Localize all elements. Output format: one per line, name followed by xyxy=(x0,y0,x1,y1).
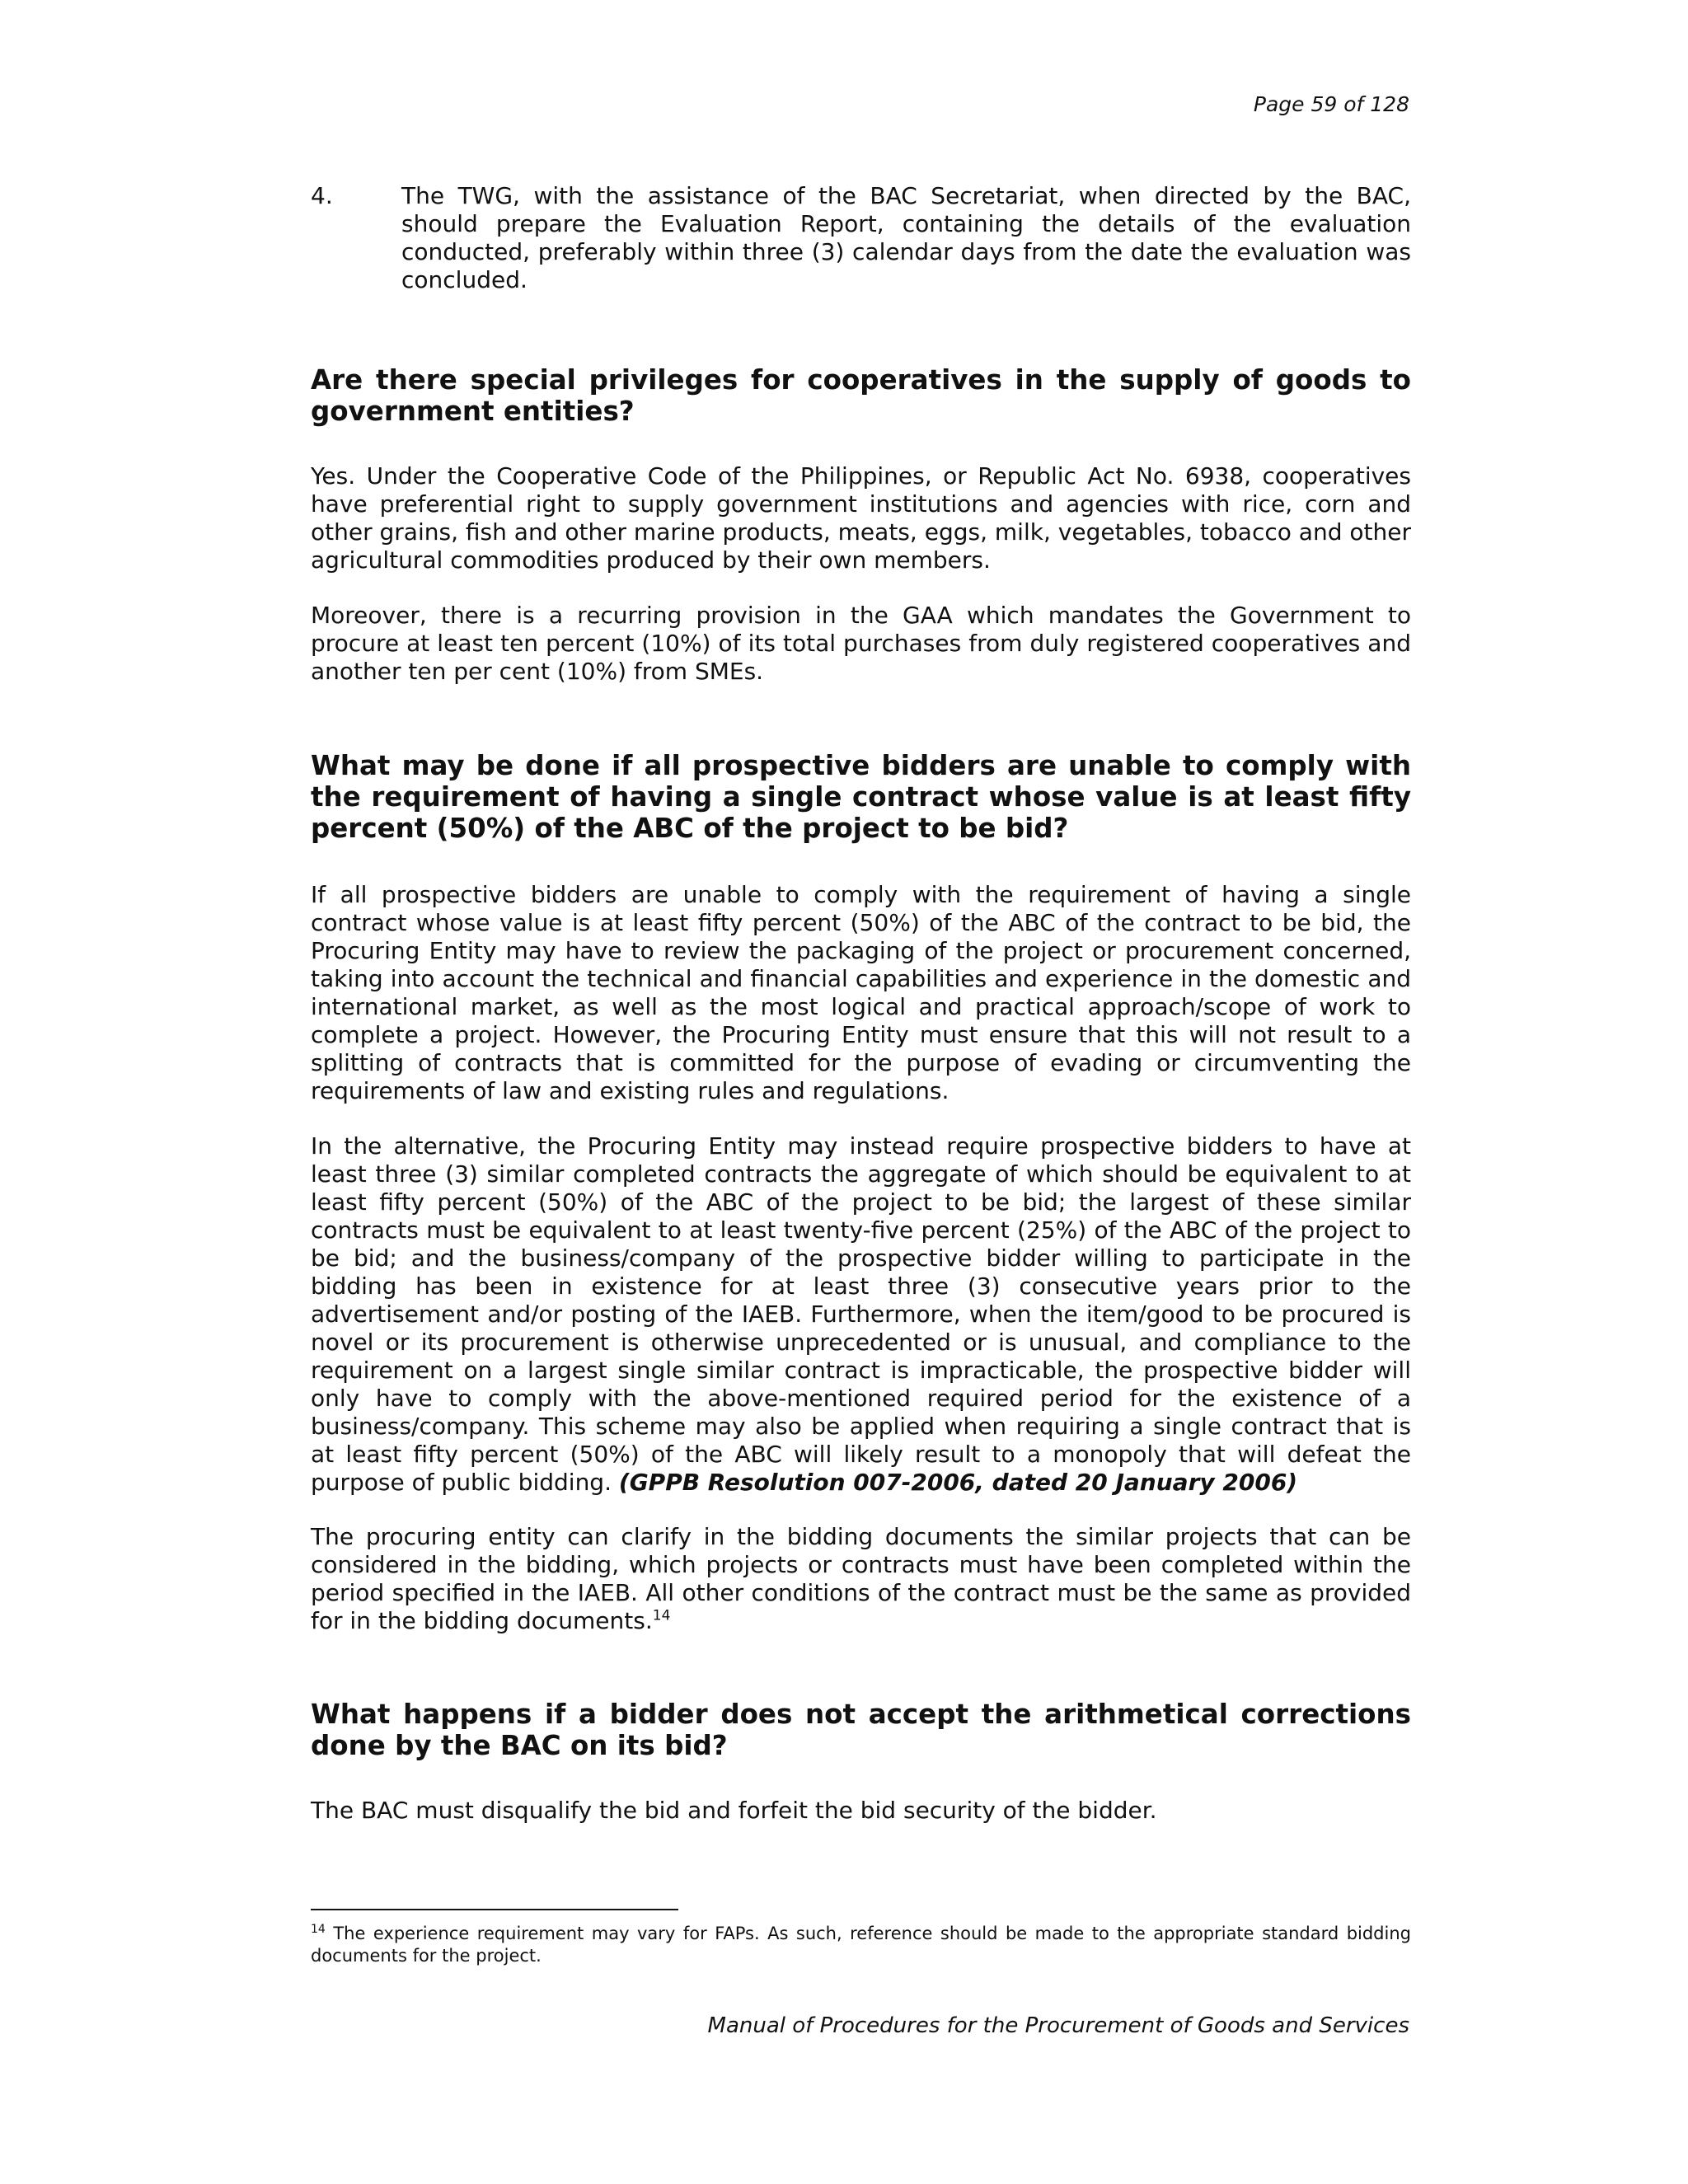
list-item-number: 4. xyxy=(311,182,333,209)
footnote-text: The experience requirement may vary for FAPs. As such, reference should be made to the appropriate standard bidding documents for the project. xyxy=(311,1924,1411,1966)
citation-gppb-resolution: (GPPB Resolution 007-2006, dated 20 January 2006) xyxy=(618,1469,1298,1496)
heading-arithmetical-corrections: What happens if a bidder does not accept the arithmetical corrections done by the BAC on its bid? xyxy=(311,1699,1411,1761)
page-number: Page 59 of 128 xyxy=(1253,92,1409,116)
paragraph-disqualify-bid: The BAC must disqualify the bid and forfeit the bid security of the bidder. xyxy=(311,1797,1157,1824)
paragraph-alternative-requirement xyxy=(311,1132,1411,1497)
paragraph-similar-projects xyxy=(311,1523,1411,1635)
document-footer-title: Manual of Procedures for the Procurement of Goods and Services xyxy=(707,2013,1409,2038)
footnote-number: 14 xyxy=(311,1923,326,1936)
footnote xyxy=(311,1923,1411,1967)
list-item-4 xyxy=(311,182,1411,294)
footnote-divider xyxy=(311,1909,678,1910)
paragraph-similar-projects-text: The procuring entity can clarify in the bidding documents the similar projects that can be considered in the bidding, which projects or contracts must have been completed within the period specified in the IAEB. All other conditions of the contract must be the same as provided for in the bidding documents. xyxy=(311,1523,1411,1634)
heading-single-contract-requirement: What may be done if all prospective bidders are unable to comply with the requirement of having a single contract whose value is at least fifty percent (50%) of the ABC of the project to be bid? xyxy=(311,750,1411,844)
list-item-text: The TWG, with the assistance of the BAC Secretariat, when directed by the BAC, should prepare the Evaluation Report, containing the details of the evaluation conducted, preferably within three (3) calendar days from the date the evaluation was concluded. xyxy=(401,182,1411,293)
heading-cooperatives-privileges: Are there special privileges for cooperatives in the supply of goods to government entities? xyxy=(311,364,1411,427)
paragraph-alternative-text: In the alternative, the Procuring Entity may instead require prospective bidders to have at least three (3) similar completed contracts the aggregate of which should be equivalent to at least fifty percent (50%) of the ABC of the project to be bid; the largest of these similar contracts must be equivalent to at least twenty-five percent (25%) of the ABC of the project to be bid; and the business/company of the prospective bidder willing to participate in the bidding has been in existence for at least three (3) consecutive years prior to the advertisement and/or posting of the IAEB. Furthermore, when the item/good to be procured is novel or its procurement is otherwise unprecedented or is unusual, and compliance to the requirement on a largest single similar contract is impracticable, the prospective bidder will only have to comply with the above-mentioned required period for the existence of a business/company. This scheme may also be applied when requiring a single contract that is at least fifty percent (50%) of the ABC will likely result to a monopoly that will defeat the purpose of public bidding. xyxy=(311,1132,1411,1496)
footnote-reference[interactable]: 14 xyxy=(652,1607,671,1624)
paragraph-cooperative-code: Yes. Under the Cooperative Code of the Philippines, or Republic Act No. 6938, cooperatives have preferential right to supply government institutions and agencies with rice, corn and other grains, fish and other marine products, meats, eggs, milk, vegetables, tobacco and other agricultural commodities produced by their own members. xyxy=(311,462,1411,574)
paragraph-review-packaging: If all prospective bidders are unable to comply with the requirement of having a single contract whose value is at least fifty percent (50%) of the ABC of the contract to be bid, the Procuring Entity may have to review the packaging of the project or procurement concerned, taking into account the technical and financial capabilities and experience in the domestic and international market, as well as the most logical and practical approach/scope of work to complete a project. However, the Procuring Entity must ensure that this will not result to a splitting of contracts that is committed for the purpose of evading or circumventing the requirements of law and existing rules and regulations. xyxy=(311,881,1411,1104)
paragraph-gaa-provision: Moreover, there is a recurring provision in the GAA which mandates the Government to procure at least ten percent (10%) of its total purchases from duly registered cooperatives and another ten per cent (10%) from SMEs. xyxy=(311,602,1411,685)
